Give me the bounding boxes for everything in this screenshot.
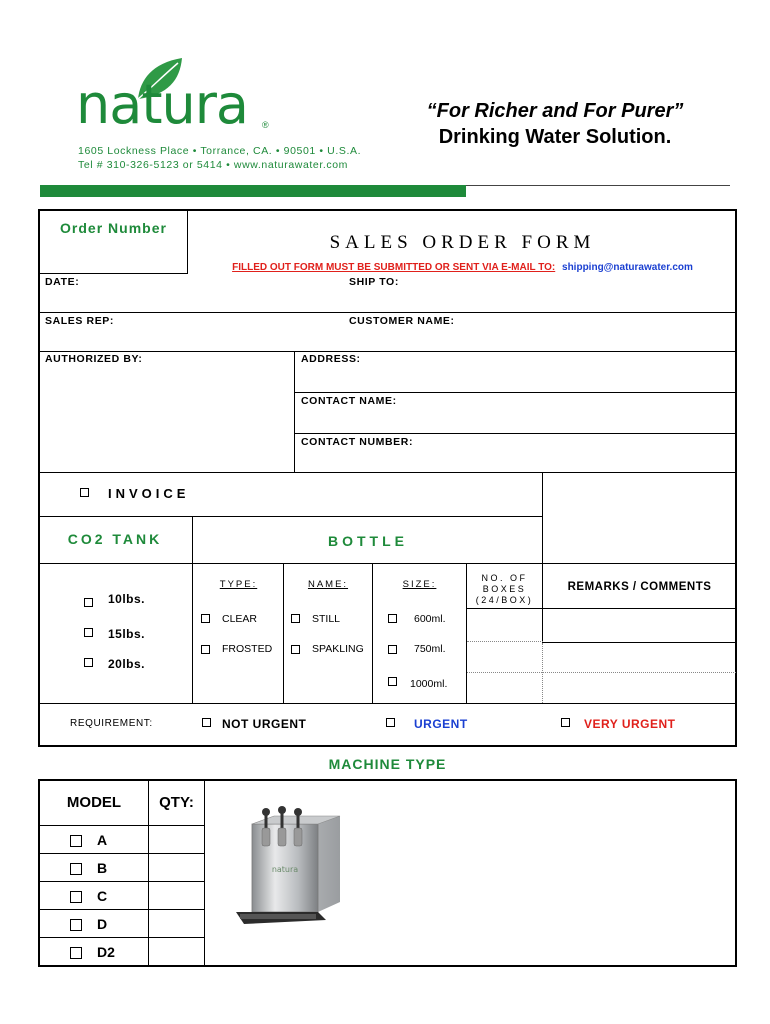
type-header: TYPE: <box>219 579 258 590</box>
authorized-by-field[interactable] <box>40 368 292 470</box>
machine-type-heading: MACHINE TYPE <box>328 756 447 772</box>
not-urgent-label: NOT URGENT <box>222 717 307 731</box>
remarks-field-3[interactable] <box>544 674 735 702</box>
header-divider-green <box>40 185 466 197</box>
size-750ml-label: 750ml. <box>414 643 446 655</box>
divider <box>39 516 543 517</box>
divider <box>39 472 736 473</box>
row-line <box>467 672 736 673</box>
type-clear-checkbox[interactable] <box>201 614 210 623</box>
name-spakling-label: SPAKLING <box>312 643 364 655</box>
slogan-line-1: “For Richer and For Purer” <box>426 100 684 122</box>
name-still-checkbox[interactable] <box>291 614 300 623</box>
model-c-qty-field[interactable] <box>150 883 203 908</box>
type-clear-label: CLEAR <box>222 613 258 625</box>
ship-to-label: SHIP TO: <box>349 276 399 288</box>
very-urgent-checkbox[interactable] <box>561 718 570 727</box>
column-line <box>542 643 543 703</box>
divider <box>39 825 205 826</box>
order-number-label: Order Number <box>60 220 167 236</box>
model-b-label: B <box>97 860 108 876</box>
co2-15lbs-checkbox[interactable] <box>84 628 93 637</box>
invoice-checkbox[interactable] <box>80 488 89 497</box>
form-title: SALES ORDER FORM <box>329 232 596 253</box>
company-address <box>78 144 361 172</box>
requirement-label: REQUIREMENT: <box>70 718 153 729</box>
customer-name-field[interactable] <box>345 313 735 351</box>
sales-rep-label: SALES REP: <box>45 315 115 327</box>
slogan-line-2: Drinking Water Solution. <box>438 126 672 148</box>
sales-rep-field[interactable] <box>40 313 340 351</box>
boxes-header-line-1: NO. OF <box>481 573 528 583</box>
image-logo-text: natura <box>271 865 299 874</box>
co2-tank-heading: CO2 TANK <box>67 531 163 547</box>
divider <box>542 473 543 643</box>
model-a-checkbox[interactable] <box>70 835 82 847</box>
size-600ml-checkbox[interactable] <box>388 614 397 623</box>
model-b-qty-field[interactable] <box>150 855 203 880</box>
model-d2-checkbox[interactable] <box>70 947 82 959</box>
remarks-header: REMARKS / COMMENTS <box>567 581 712 593</box>
boxes-header-line-2: BOXES <box>482 584 527 594</box>
address-label: ADDRESS: <box>301 353 361 365</box>
header-divider-line <box>466 185 730 186</box>
row-line <box>467 641 543 642</box>
contact-number-field[interactable] <box>296 434 735 472</box>
notice-email[interactable]: shipping@naturawater.com <box>562 262 693 273</box>
divider <box>192 517 193 703</box>
not-urgent-checkbox[interactable] <box>202 718 211 727</box>
name-spakling-checkbox[interactable] <box>291 645 300 654</box>
registered-mark: ® <box>262 120 269 130</box>
divider <box>543 608 736 609</box>
date-label: DATE: <box>45 276 80 288</box>
model-d-checkbox[interactable] <box>70 919 82 931</box>
divider <box>39 937 205 938</box>
divider <box>39 703 736 704</box>
name-still-label: STILL <box>312 613 341 625</box>
size-header: SIZE: <box>402 579 437 590</box>
model-header: MODEL <box>66 794 122 811</box>
name-header: NAME: <box>307 579 349 590</box>
co2-20lbs-checkbox[interactable] <box>84 658 93 667</box>
co2-20lbs-label: 20lbs. <box>108 657 146 671</box>
authorized-by-label: AUTHORIZED BY: <box>45 353 143 365</box>
remarks-field-2[interactable] <box>544 644 735 671</box>
model-d2-qty-field[interactable] <box>150 939 203 964</box>
divider <box>187 210 188 274</box>
submission-notice <box>190 262 735 273</box>
boxes-field-2[interactable] <box>468 643 542 671</box>
size-1000ml-label: 1000ml. <box>410 678 448 690</box>
address-line: 1605 Lockness Place • Torrance, CA. • 90501 • U.S.A. <box>78 145 362 157</box>
model-a-qty-field[interactable] <box>150 827 203 852</box>
water-dispenser-image <box>230 802 355 927</box>
size-600ml-label: 600ml. <box>414 613 446 625</box>
model-a-label: A <box>97 832 108 848</box>
co2-10lbs-label: 10lbs. <box>108 592 146 606</box>
tel-line: Tel # 310-326-5123 or 5414 • www.naturawater.com <box>78 159 349 171</box>
urgent-label: URGENT <box>414 717 468 731</box>
date-field[interactable] <box>40 274 340 312</box>
machine-notes-area[interactable] <box>360 782 735 965</box>
address-field[interactable] <box>296 352 735 392</box>
divider <box>39 909 205 910</box>
boxes-field-3[interactable] <box>468 674 542 702</box>
model-d2-label: D2 <box>97 944 115 960</box>
customer-name-label: CUSTOMER NAME: <box>349 315 455 327</box>
co2-15lbs-label: 15lbs. <box>108 627 146 641</box>
model-c-checkbox[interactable] <box>70 891 82 903</box>
boxes-header-line-3: (24/BOX) <box>475 595 534 605</box>
boxes-field-1[interactable] <box>468 610 542 640</box>
divider <box>204 780 205 966</box>
notice-text: FILLED OUT FORM MUST BE SUBMITTED OR SENT VIA E-MAIL TO: <box>232 262 556 273</box>
urgent-checkbox[interactable] <box>386 718 395 727</box>
contact-number-label: CONTACT NUMBER: <box>301 436 414 448</box>
order-number-field[interactable] <box>40 240 187 272</box>
co2-10lbs-checkbox[interactable] <box>84 598 93 607</box>
model-c-label: C <box>97 888 108 904</box>
divider <box>543 642 736 643</box>
contact-name-field[interactable] <box>296 393 735 433</box>
ship-to-field[interactable] <box>345 274 735 312</box>
size-1000ml-checkbox[interactable] <box>388 677 397 686</box>
type-frosted-label: FROSTED <box>222 643 273 655</box>
invoice-label: INVOICE <box>108 486 190 501</box>
slogan <box>400 98 710 150</box>
model-b-checkbox[interactable] <box>70 863 82 875</box>
bottle-heading: BOTTLE <box>328 533 408 549</box>
divider <box>39 853 205 854</box>
divider <box>39 881 205 882</box>
model-d-qty-field[interactable] <box>150 911 203 936</box>
divider <box>294 352 295 472</box>
divider <box>39 563 736 564</box>
boxes-header <box>467 573 542 606</box>
brand-logo: natura <box>76 73 249 136</box>
type-frosted-checkbox[interactable] <box>201 645 210 654</box>
divider <box>467 608 543 609</box>
very-urgent-label: VERY URGENT <box>584 717 676 731</box>
remarks-field-1[interactable] <box>544 610 735 641</box>
contact-name-label: CONTACT NAME: <box>301 395 397 407</box>
size-750ml-checkbox[interactable] <box>388 645 397 654</box>
model-d-label: D <box>97 916 108 932</box>
qty-header: QTY: <box>159 794 194 811</box>
